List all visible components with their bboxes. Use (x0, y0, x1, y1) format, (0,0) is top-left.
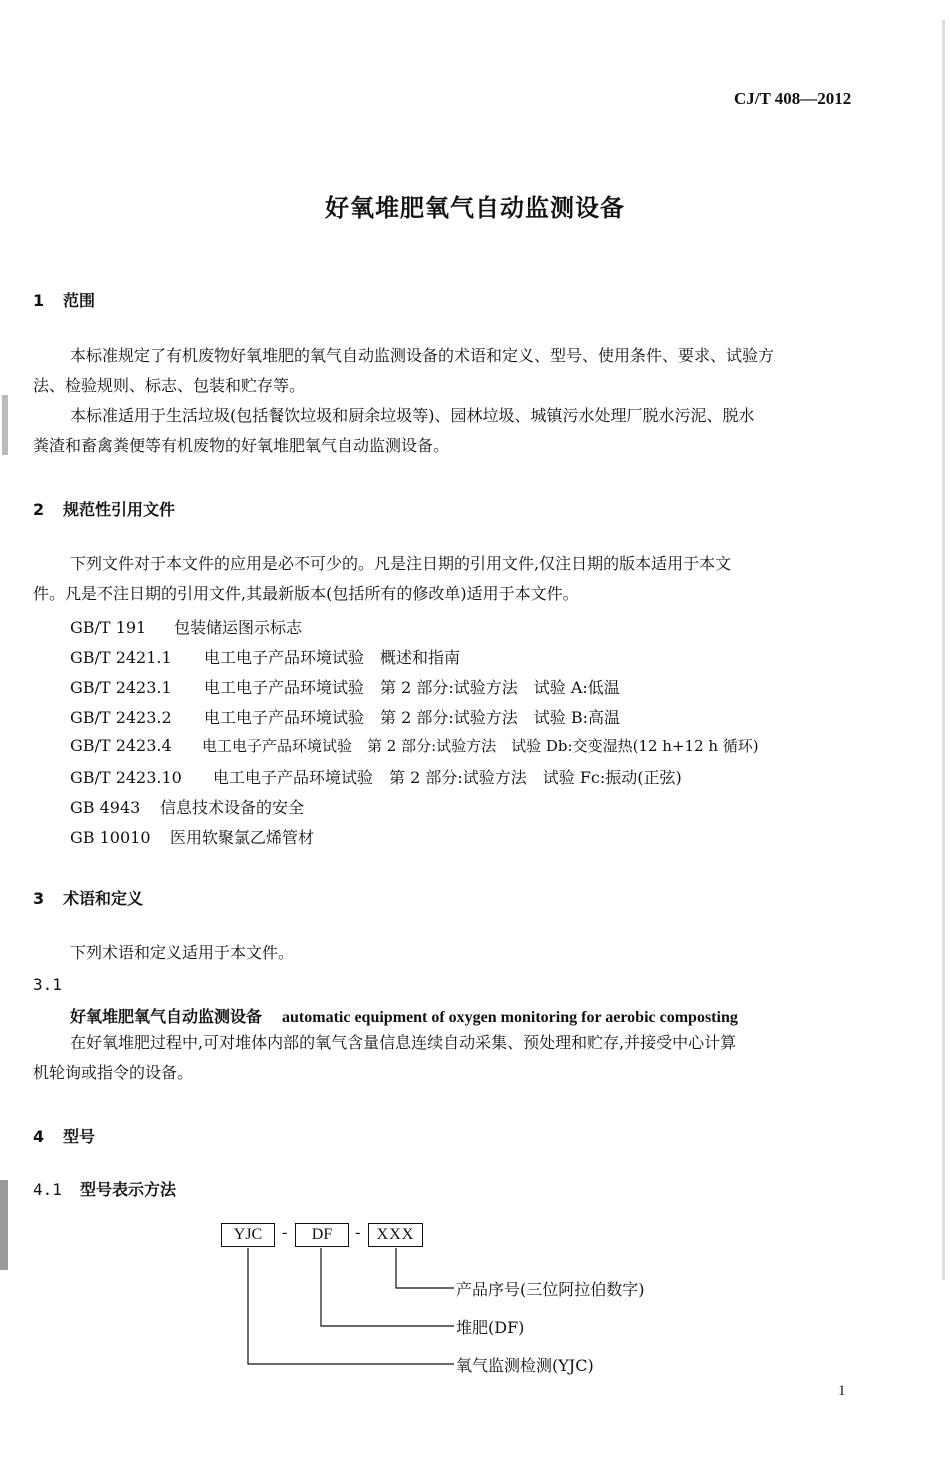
reference-code: GB 4943 (70, 798, 141, 817)
paragraph-line: 机轮询或指令的设备。 (33, 1063, 194, 1082)
section-title: 型号 (63, 1127, 96, 1146)
separator-dash: - (355, 1224, 361, 1241)
reference-title: 医用软聚氯乙烯管材 (170, 828, 315, 847)
term-english: automatic equipment of oxygen monitoring for aerobic composting (282, 1009, 738, 1026)
reference-title: 电工电子产品环境试验 第 2 部分:试验方法 试验 Fc:振动(正弦) (213, 768, 682, 787)
term-chinese: 好氧堆肥氧气自动监测设备 (70, 1007, 263, 1026)
model-box-xxx: XXX (368, 1223, 423, 1247)
section-number: 1 (33, 291, 45, 310)
connector-compost (321, 1248, 454, 1326)
reference-title: 电工电子产品环境试验 第 2 部分:试验方法 试验 B:高温 (204, 708, 620, 727)
reference-code: GB/T 2421.1 (70, 648, 172, 667)
page-number: 1 (838, 1383, 846, 1399)
section-number: 3 (33, 889, 45, 908)
subsection-title: 型号表示方法 (80, 1180, 177, 1199)
paragraph-line: 法、检验规则、标志、包装和贮存等。 (33, 376, 306, 395)
reference-title: 电工电子产品环境试验 第 2 部分:试验方法 试验 A:低温 (204, 678, 620, 697)
section-title: 范围 (63, 291, 96, 310)
reference-title: 电工电子产品环境试验 概述和指南 (204, 648, 461, 667)
reference-code: GB/T 2423.2 (70, 708, 172, 727)
reference-code: GB/T 191 (70, 618, 147, 637)
section-title: 术语和定义 (63, 889, 144, 908)
paragraph-line: 下列文件对于本文件的应用是必不可少的。凡是注日期的引用文件,仅注日期的版本适用于本文 (70, 554, 732, 573)
section-number: 2 (33, 500, 45, 519)
section-number: 4 (33, 1127, 45, 1146)
reference-title: 包装储运图示标志 (174, 618, 303, 637)
reference-code: GB/T 2423.1 (70, 678, 172, 697)
paragraph-line: 件。凡是不注日期的引用文件,其最新版本(包括所有的修改单)适用于本文件。 (33, 584, 579, 603)
reference-code: GB 10010 (70, 828, 151, 847)
paragraph-line: 粪渣和畜禽粪便等有机废物的好氧堆肥氧气自动监测设备。 (33, 436, 450, 455)
connector-oxygen-monitor (248, 1248, 454, 1364)
paragraph-line: 本标准规定了有机废物好氧堆肥的氧气自动监测设备的术语和定义、型号、使用条件、要求、试验方 (70, 346, 775, 365)
document-title: 好氧堆肥氧气自动监测设备 (325, 194, 625, 222)
model-box-yjc: YJC (221, 1223, 275, 1247)
standard-code: CJ/T 408—2012 (734, 89, 852, 108)
reference-title: 电工电子产品环境试验 第 2 部分:试验方法 试验 Db:交变湿热(12 h+12 h 循环) (202, 737, 759, 755)
legend-compost: 堆肥(DF) (456, 1318, 525, 1337)
paragraph-line: 下列术语和定义适用于本文件。 (70, 943, 295, 962)
connector-product-serial (396, 1248, 454, 1288)
section-title: 规范性引用文件 (63, 500, 176, 519)
reference-code: GB/T 2423.4 (70, 736, 172, 755)
paragraph-line: 本标准适用于生活垃圾(包括餐饮垃圾和厨余垃圾等)、园林垃圾、城镇污水处理厂脱水污泥、脱水 (70, 406, 755, 425)
legend-product-serial: 产品序号(三位阿拉伯数字) (456, 1280, 645, 1299)
model-box-df: DF (295, 1223, 349, 1247)
subsection-number: 3.1 (33, 975, 62, 994)
reference-title: 信息技术设备的安全 (160, 798, 305, 817)
reference-code: GB/T 2423.10 (70, 768, 182, 787)
separator-dash: - (282, 1224, 288, 1241)
subsection-number: 4.1 (33, 1180, 62, 1199)
paragraph-line: 在好氧堆肥过程中,可对堆体内部的氧气含量信息连续自动采集、预处理和贮存,并接受中心计算 (70, 1033, 737, 1052)
legend-oxygen-monitor: 氧气监测检测(YJC) (456, 1356, 594, 1375)
